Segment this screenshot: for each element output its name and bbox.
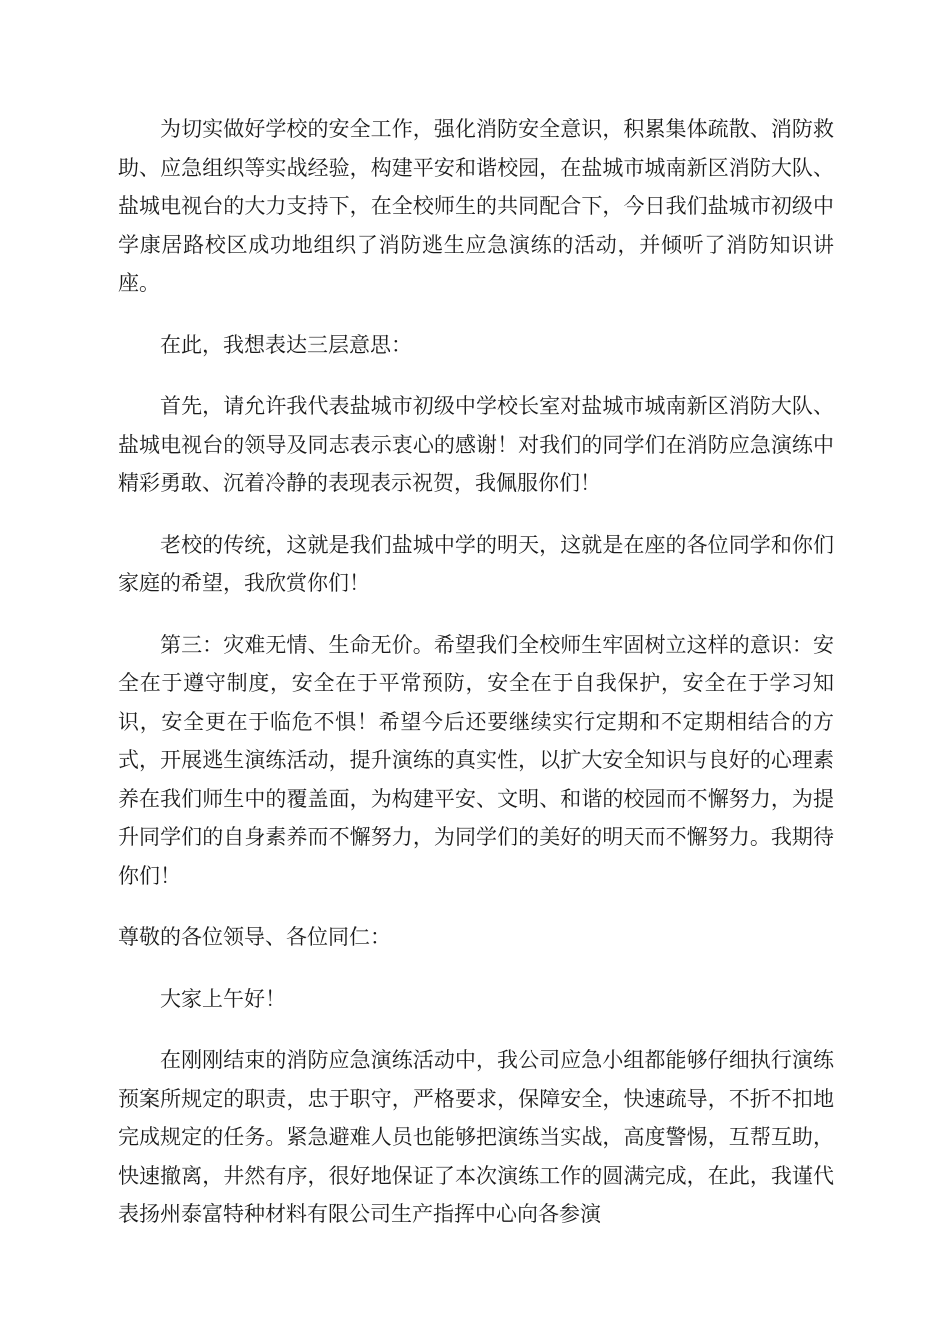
paragraph-gap — [118, 503, 834, 526]
paragraph-8: 在刚刚结束的消防应急演练活动中，我公司应急小组都能够仔细执行演练预案所规定的职责，忠于职守，严格要求，保障安全，快速疏导，不折不扣地完成规定的任务。紧急避难人员也能够把演练当实战，高度警惕，互帮互助，快速撤离，井然有序，很好地保证了本次演练工作的圆满完成，在此，我谨代表扬州泰富特种材料有限公司生产指挥中心向各参演 — [118, 1048, 834, 1226]
paragraph-gap — [118, 603, 834, 626]
paragraph-5: 第三：灾难无情、生命无价。希望我们全校师生牢固树立这样的意识：安全在于遵守制度，安全在于平常预防，安全在于自我保护，安全在于学习知识，安全更在于临危不惧！希望今后还要继续实行定期和不定期相结合的方式，开展逃生演练活动，提升演练的真实性，以扩大安全知识与良好的心理素养在我们师生中的覆盖面，为构建平安、文明、和谐的校园而不懈努力，为提升同学们的自身素养而不懈努力，为同学们的美好的明天而不懈努力。我期待你们！ — [118, 632, 834, 888]
paragraph-4: 老校的传统，这就是我们盐城中学的明天，这就是在座的各位同学和你们家庭的希望，我欣赏你们！ — [118, 532, 834, 595]
greeting: 大家上午好！ — [160, 986, 286, 1011]
paragraph-gap — [118, 957, 834, 980]
paragraph-2: 在此，我想表达三层意思： — [160, 332, 412, 357]
paragraph-1: 为切实做好学校的安全工作，强化消防安全意识，积累集体疏散、消防救助、应急组织等实战经验，构建平安和谐校园，在盐城市城南新区消防大队、盐城电视台的大力支持下，在全校师生的共同配合下，今日我们盐城市初级中学康居路校区成功地组织了消防逃生应急演练的活动，并倾听了消防知识讲座。 — [118, 117, 834, 295]
paragraph-gap — [118, 364, 834, 387]
paragraph-gap — [118, 303, 834, 326]
paragraph-gap — [118, 895, 834, 918]
paragraph-gap — [118, 1018, 834, 1041]
salutation: 尊敬的各位领导、各位同仁： — [118, 925, 391, 949]
paragraph-3: 首先，请允许我代表盐城市初级中学校长室对盐城市城南新区消防大队、盐城电视台的领导及同志表示衷心的感谢！对我们的同学们在消防应急演练中精彩勇敢、沉着冷静的表现表示祝贺，我佩服你们！ — [118, 394, 834, 495]
document-body — [118, 110, 834, 1234]
